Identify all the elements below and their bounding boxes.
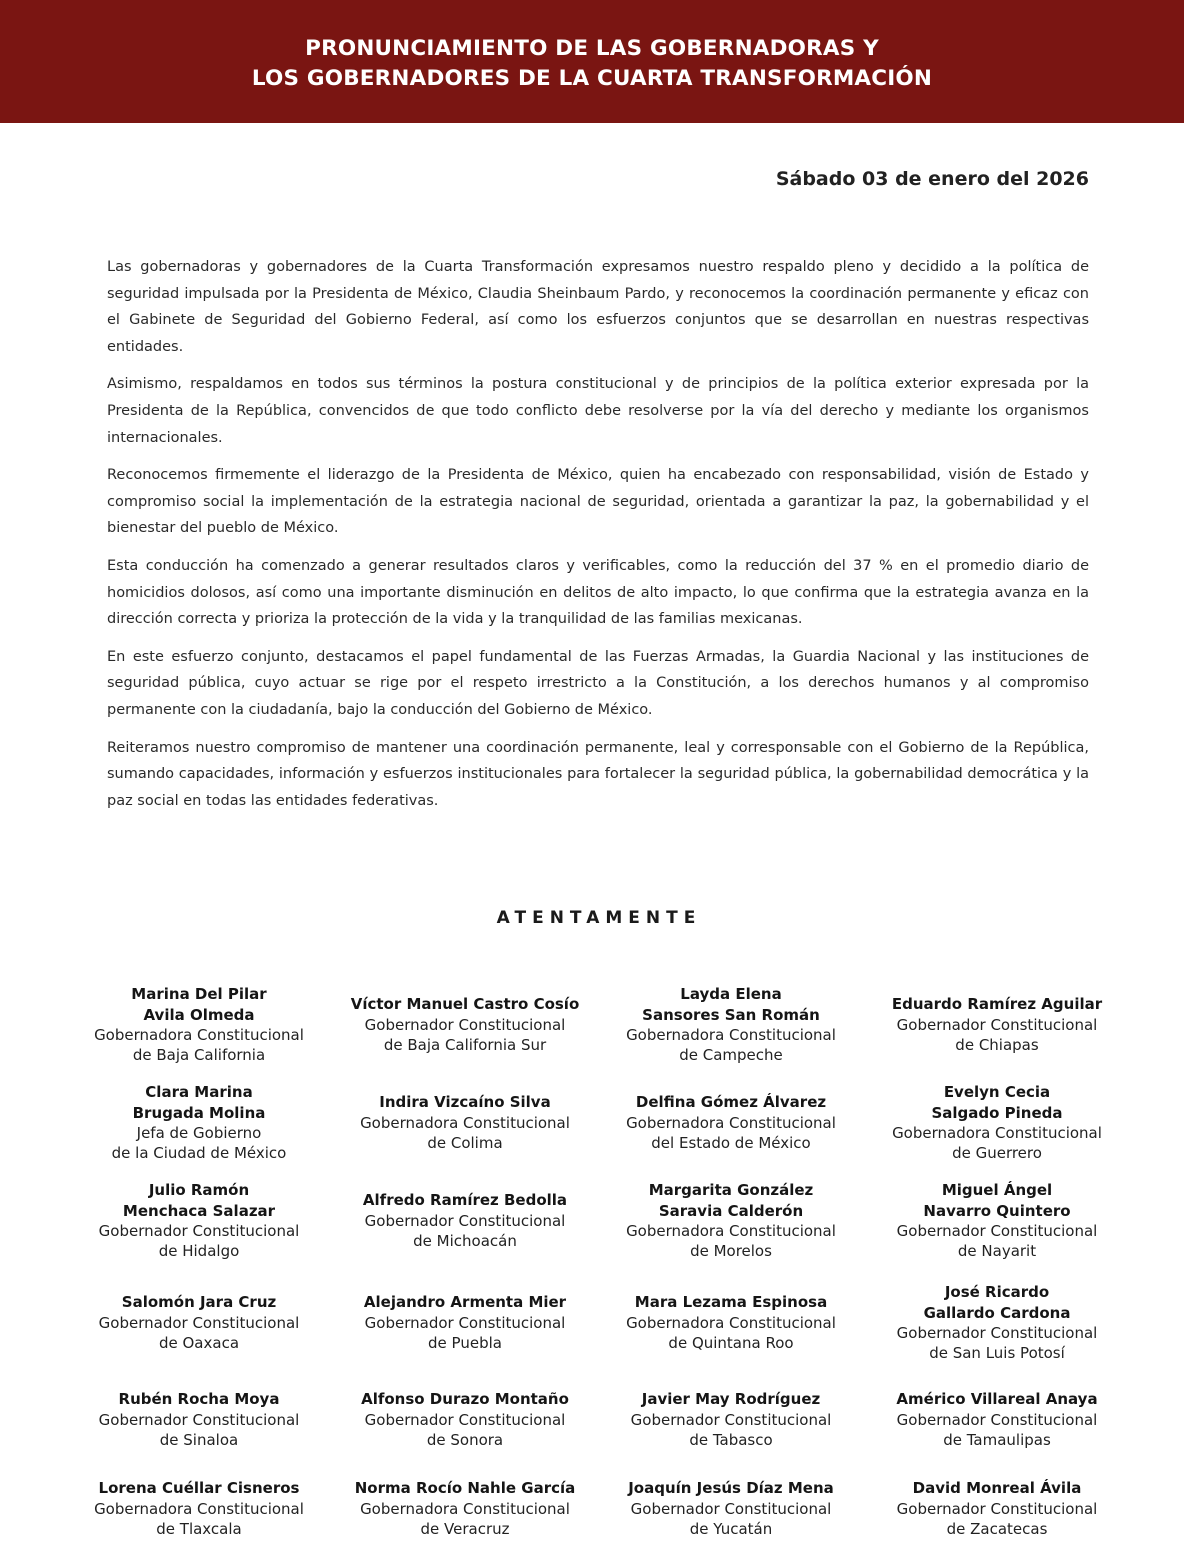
- signatory-name: Salomón Jara Cruz: [121, 1293, 277, 1312]
- signatory-entity: de Sinaloa: [159, 1431, 239, 1450]
- signatory-name: Eduardo Ramírez Aguilar: [891, 995, 1103, 1014]
- signatory-name: Delfina Gómez Álvarez: [635, 1093, 827, 1112]
- signature-block: [66, 1376, 332, 1464]
- signatory-entity: de Veracruz: [420, 1520, 510, 1539]
- signatory-role: Gobernadora Constitucional: [626, 1113, 836, 1132]
- closing-word: ATENTAMENTE: [496, 908, 702, 928]
- paragraph: Reiteramos nuestro compromiso de mantener una coordinación permanente, leal y corresponsable con el Gobierno de la República, sumando capacidades, información y esfuerzos institucionales para fortalecer la seguridad pública, la gobernabilidad democrática y la paz social en todas las entidades federativas.: [107, 739, 1089, 809]
- paragraph: Las gobernadoras y gobernadores de la Cuarta Transformación expresamos nuestro respaldo pleno y decidido a la política de seguridad impulsada por la Presidenta de México, Claudia Sheinbaum Pardo, y reconocemos la coordinación permanente y eficaz con el Gabinete de Seguridad del Gobierno Federal, así como los esfuerzos conjuntos que se desarrollan en nuestras respectivas entidades.: [107, 259, 1089, 355]
- signatory-name: Salgado Pineda: [931, 1103, 1063, 1122]
- signatory-name: Menchaca Salazar: [122, 1201, 276, 1220]
- signature-block: [332, 1376, 598, 1464]
- signatory-role: Gobernadora Constitucional: [360, 1499, 570, 1518]
- signature-block: [864, 1172, 1130, 1270]
- signatory-name: Miguel Ángel: [941, 1181, 1053, 1200]
- signature-block: [66, 1074, 332, 1172]
- signature-block: [598, 1376, 864, 1464]
- signatory-role: Gobernador Constitucional: [98, 1313, 300, 1332]
- signatory-name: Indira Vizcaíno Silva: [379, 1093, 551, 1112]
- signatory-entity: de Chiapas: [955, 1036, 1039, 1055]
- signatory-name: Javier May Rodríguez: [641, 1390, 821, 1409]
- signatory-name: Joaquín Jesús Díaz Mena: [628, 1479, 834, 1498]
- signatory-name: Américo Villareal Anaya: [896, 1390, 1098, 1409]
- signatory-role: Gobernadora Constitucional: [94, 1026, 304, 1044]
- signatory-role: Gobernador Constitucional: [98, 1222, 300, 1240]
- signatory-name: Mara Lezama Espinosa: [634, 1293, 828, 1312]
- signatory-name: Brugada Molina: [132, 1103, 266, 1122]
- signatory-name: Avila Olmeda: [143, 1005, 255, 1024]
- signatory-entity: de Guerrero: [952, 1144, 1042, 1163]
- signatory-name: Gallardo Cardona: [923, 1303, 1071, 1322]
- signatory-entity: de Baja California: [132, 1046, 266, 1065]
- signatory-role: Gobernadora Constitucional: [360, 1113, 570, 1132]
- signature-block: [66, 1270, 332, 1376]
- signatory-name: Lorena Cuéllar Cisneros: [98, 1479, 300, 1498]
- signature-block: [332, 1172, 598, 1270]
- signatory-role: Gobernadora Constitucional: [94, 1499, 304, 1518]
- signatory-entity: de Tlaxcala: [156, 1520, 242, 1539]
- signatory-name: Alfonso Durazo Montaño: [361, 1390, 569, 1409]
- signatory-name: Rubén Rocha Moya: [118, 1390, 280, 1409]
- signatory-role: Gobernadora Constitucional: [626, 1026, 836, 1044]
- signature-block: [864, 1270, 1130, 1376]
- signatory-entity: de Baja California Sur: [383, 1036, 547, 1055]
- paragraph: En este esfuerzo conjunto, destacamos el papel fundamental de las Fuerzas Armadas, la Guardia Nacional y las instituciones de seguridad pública, cuyo actuar se rige por el respeto irrestricto a la Constitución, a los derechos humanos y al compromiso permanente con la ciudadanía, bajo la conducción del Gobierno de México.: [107, 648, 1089, 718]
- signature-block: [864, 1464, 1130, 1554]
- signatory-name: Julio Ramón: [148, 1181, 250, 1200]
- signatory-name: Marina Del Pilar: [131, 985, 267, 1004]
- signatory-name: Layda Elena: [680, 985, 782, 1004]
- signature-block: [864, 976, 1130, 1074]
- header-title-line-1: PRONUNCIAMIENTO DE LAS GOBERNADORAS Y: [305, 35, 879, 61]
- signatory-role: Gobernador Constitucional: [364, 1211, 566, 1230]
- signatory-entity: de Oaxaca: [158, 1334, 240, 1353]
- signatory-role: Gobernador Constitucional: [896, 1499, 1098, 1518]
- signatory-role: Jefa de Gobierno: [136, 1124, 262, 1142]
- signatory-entity: de Quintana Roo: [668, 1334, 794, 1353]
- signature-block: [332, 976, 598, 1074]
- signatures-grid: [66, 976, 1130, 1554]
- signature-block: [66, 1172, 332, 1270]
- signatory-role: Gobernador Constitucional: [896, 1015, 1098, 1034]
- signature-block: [864, 1074, 1130, 1172]
- signatory-role: Gobernadora Constitucional: [626, 1313, 836, 1332]
- signatory-entity: de Yucatán: [689, 1520, 773, 1539]
- signatory-role: Gobernador Constitucional: [896, 1222, 1098, 1240]
- signatory-entity: del Estado de México: [651, 1134, 811, 1153]
- statement-body: [107, 254, 1089, 825]
- signatory-entity: de Puebla: [428, 1334, 502, 1353]
- document-header: [0, 0, 1184, 123]
- signatory-name: Víctor Manuel Castro Cosío: [350, 995, 580, 1014]
- signature-block: [66, 1464, 332, 1554]
- signatory-name: Alejandro Armenta Mier: [363, 1293, 567, 1312]
- signatory-entity: de Tabasco: [689, 1431, 773, 1450]
- signatory-role: Gobernador Constitucional: [630, 1410, 832, 1429]
- signature-block: [332, 1074, 598, 1172]
- signatory-role: Gobernador Constitucional: [364, 1015, 566, 1034]
- signature-block: [598, 1270, 864, 1376]
- signatory-role: Gobernador Constitucional: [364, 1313, 566, 1332]
- signatory-entity: de la Ciudad de México: [111, 1144, 287, 1163]
- signatory-name: Norma Rocío Nahle García: [354, 1479, 576, 1498]
- signatory-name: Sansores San Román: [642, 1005, 820, 1024]
- signatory-role: Gobernador Constitucional: [364, 1410, 566, 1429]
- signatory-entity: de Michoacán: [413, 1232, 517, 1251]
- signature-block: [598, 1464, 864, 1554]
- signatory-name: Clara Marina: [145, 1083, 253, 1102]
- signatory-role: Gobernadora Constitucional: [892, 1124, 1102, 1142]
- signatory-role: Gobernador Constitucional: [896, 1410, 1098, 1429]
- signatory-entity: de Nayarit: [957, 1242, 1037, 1261]
- signature-block: [66, 976, 332, 1074]
- signatory-entity: de Sonora: [426, 1431, 504, 1450]
- signatory-entity: de Hidalgo: [158, 1242, 240, 1261]
- signature-block: [332, 1464, 598, 1554]
- signatory-entity: de Colima: [427, 1134, 503, 1153]
- signatory-role: Gobernador Constitucional: [630, 1499, 832, 1518]
- signatory-name: Margarita González: [648, 1181, 814, 1200]
- signatory-name: Saravia Calderón: [658, 1201, 804, 1220]
- signatory-name: José Ricardo: [944, 1283, 1050, 1302]
- signature-block: [864, 1376, 1130, 1464]
- signatory-entity: de Morelos: [690, 1242, 772, 1261]
- signature-block: [598, 976, 864, 1074]
- signatory-role: Gobernador Constitucional: [98, 1410, 300, 1429]
- signature-block: [598, 1172, 864, 1270]
- header-title-line-2: LOS GOBERNADORES DE LA CUARTA TRANSFORMACIÓN: [251, 65, 933, 91]
- signatory-name: Alfredo Ramírez Bedolla: [362, 1191, 568, 1210]
- paragraph: Reconocemos firmemente el liderazgo de la Presidenta de México, quien ha encabezado con responsabilidad, visión de Estado y compromiso social la implementación de la estrategia nacional de seguridad, orientada a garantizar la paz, la gobernabilidad y el bienestar del pueblo de México.: [107, 467, 1089, 537]
- document-date: Sábado 03 de enero del 2026: [775, 168, 1089, 190]
- signature-block: [598, 1074, 864, 1172]
- signatory-entity: de Campeche: [679, 1046, 783, 1065]
- signature-block: [332, 1270, 598, 1376]
- signatory-entity: de San Luis Potosí: [929, 1344, 1065, 1363]
- paragraph: Asimismo, respaldamos en todos sus términos la postura constitucional y de principios de la política exterior expresada por la Presidenta de la República, convencidos de que todo conflicto debe resolverse por la vía del derecho y mediante los organismos internacionales.: [107, 376, 1089, 446]
- signatory-entity: de Tamaulipas: [943, 1431, 1051, 1450]
- signatory-name: Evelyn Cecia: [943, 1083, 1051, 1102]
- signatory-role: Gobernador Constitucional: [896, 1324, 1098, 1342]
- paragraph: Esta conducción ha comenzado a generar resultados claros y verificables, como la reducción del 37 % en el promedio diario de homicidios dolosos, así como una importante disminución en delitos de alto impacto, lo que confirma que la estrategia avanza en la dirección correcta y prioriza la protección de la vida y la tranquilidad de las familias mexicanas.: [107, 557, 1089, 628]
- signatory-entity: de Zacatecas: [946, 1520, 1048, 1539]
- signatory-name: Navarro Quintero: [923, 1201, 1071, 1220]
- signatory-role: Gobernadora Constitucional: [626, 1222, 836, 1240]
- signatory-name: David Monreal Ávila: [912, 1479, 1082, 1498]
